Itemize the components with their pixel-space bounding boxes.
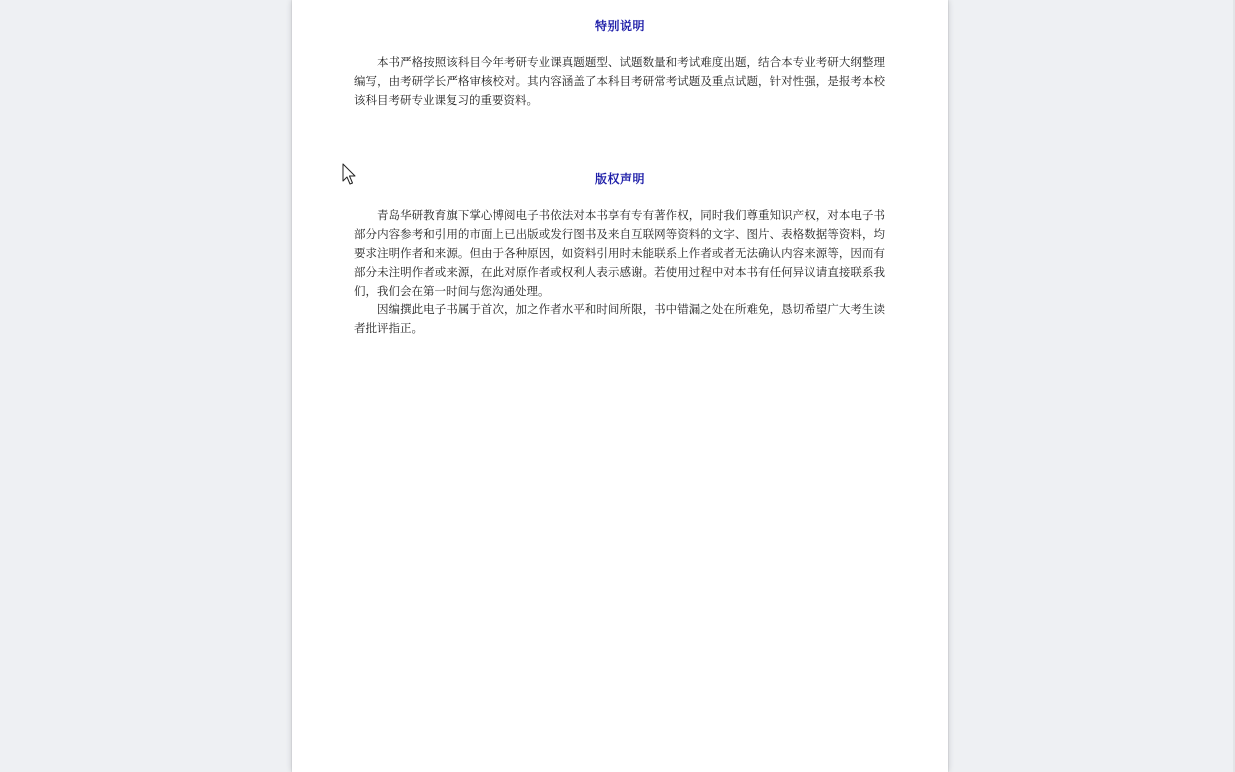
copyright-paragraph-2: 因编撰此电子书属于首次，加之作者水平和时间所限，书中错漏之处在所难免，恳切希望广大考生读者批评指正。 — [354, 302, 885, 335]
mouse-pointer-icon — [342, 163, 358, 187]
section-title-copyright: 版权声明 — [594, 172, 645, 186]
section-title-special-note: 特别说明 — [594, 19, 645, 33]
special-note-paragraph: 本书严格按照该科目今年考研专业课真题题型、试题数量和考试难度出题，结合本专业考研大纲整理编写，由考研学长严格审核校对。其内容涵盖了本科目考研常考试题及重点试题，针对性强，是报考本校该科目考研专业课复习的重要资料。 — [354, 55, 885, 107]
document-page — [292, 0, 948, 772]
copyright-paragraph-1: 青岛华研教育旗下掌心博阅电子书依法对本书享有专有著作权，同时我们尊重知识产权，对本电子书部分内容参考和引用的市面上已出版或发行图书及来自互联网等资料的文字、图片、表格数据等资料，均要求注明作者和来源。但由于各种原因，如资料引用时未能联系上作者或者无法确认内容来源等，因而有部分未注明作者或来源，在此对原作者或权利人表示感谢。若使用过程中对本书有任何异议请直接联系我们，我们会在第一时间与您沟通处理。 — [354, 208, 885, 298]
